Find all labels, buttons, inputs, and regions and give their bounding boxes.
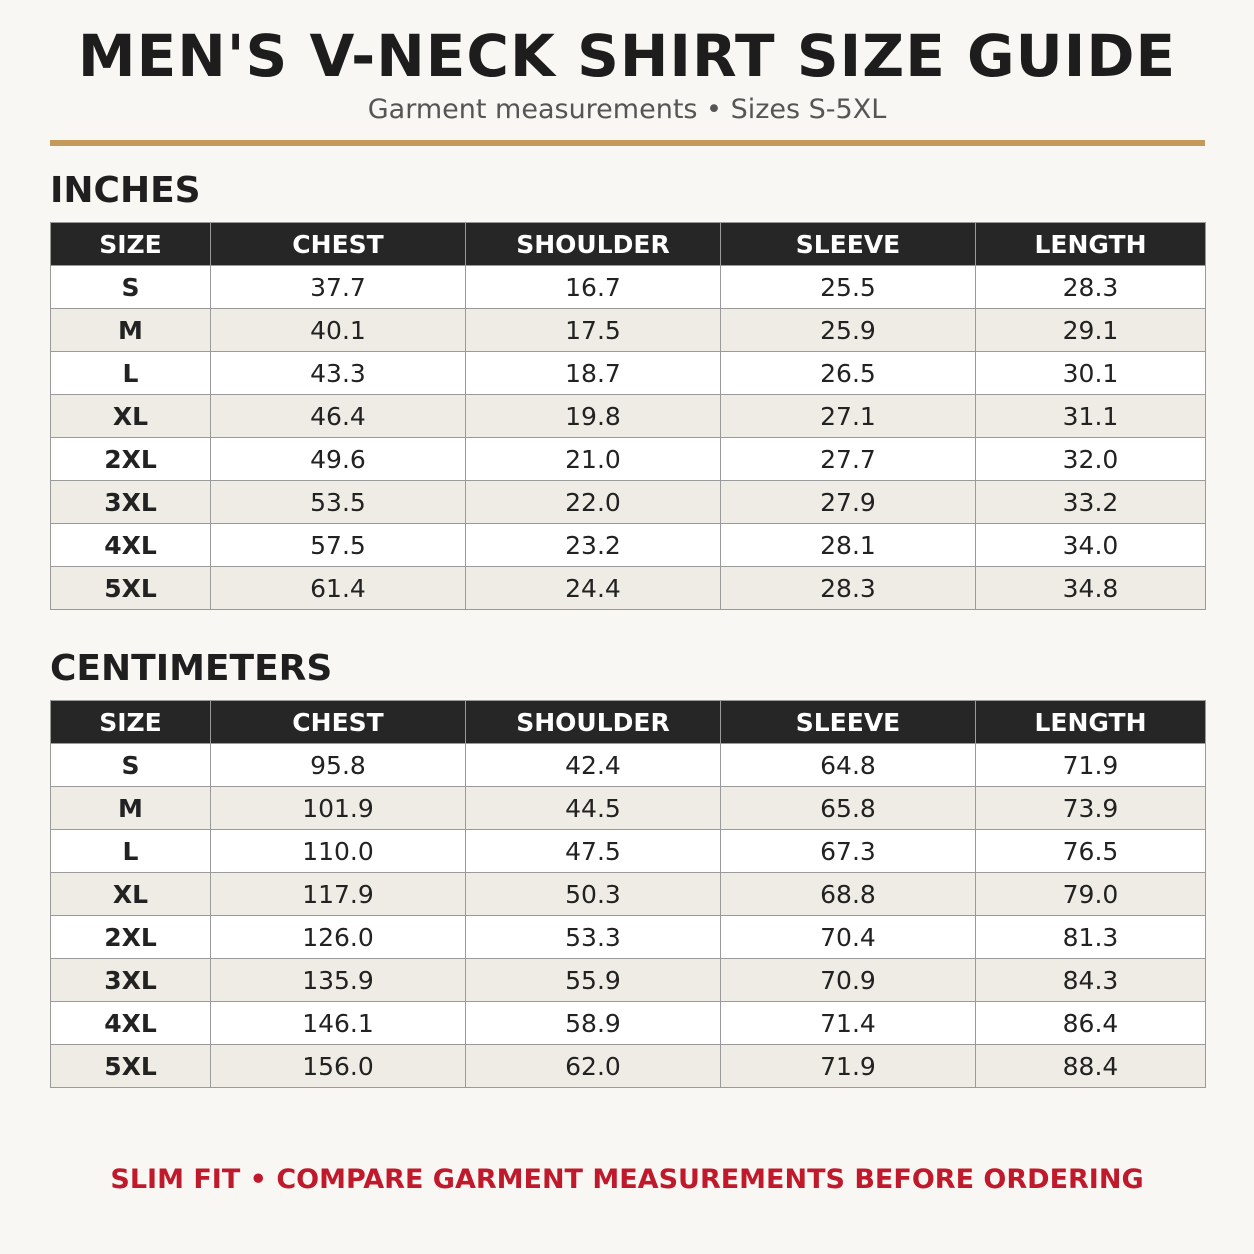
- measurement-cell-shoulder: 21.0: [466, 438, 721, 481]
- measurement-cell-chest: 101.9: [211, 787, 466, 830]
- page-title: MEN'S V-NECK SHIRT SIZE GUIDE: [77, 22, 1177, 90]
- column-header-shoulder: SHOULDER: [466, 223, 721, 266]
- table-header-row: [51, 223, 1206, 266]
- column-header-sleeve: SLEEVE: [721, 701, 976, 744]
- table-row: [51, 744, 1206, 787]
- measurement-cell-chest: 95.8: [211, 744, 466, 787]
- measurement-cell-length: 32.0: [976, 438, 1206, 481]
- table-row: [51, 830, 1206, 873]
- measurement-cell-chest: 126.0: [211, 916, 466, 959]
- size-cell: M: [51, 309, 211, 352]
- measurement-cell-chest: 37.7: [211, 266, 466, 309]
- measurement-cell-length: 30.1: [976, 352, 1206, 395]
- size-cell: 2XL: [51, 438, 211, 481]
- accent-divider: [50, 140, 1205, 146]
- measurement-cell-shoulder: 55.9: [466, 959, 721, 1002]
- table-row: [51, 959, 1206, 1002]
- column-header-size: SIZE: [51, 223, 211, 266]
- fit-note: SLIM FIT • COMPARE GARMENT MEASUREMENTS BEFORE ORDERING: [110, 1164, 1144, 1195]
- size-cell: 4XL: [51, 1002, 211, 1045]
- size-cell: 3XL: [51, 959, 211, 1002]
- measurement-cell-length: 34.0: [976, 524, 1206, 567]
- measurement-cell-length: 28.3: [976, 266, 1206, 309]
- measurement-cell-sleeve: 27.9: [721, 481, 976, 524]
- measurement-cell-chest: 117.9: [211, 873, 466, 916]
- measurement-cell-chest: 61.4: [211, 567, 466, 610]
- page-subtitle: Garment measurements • Sizes S-5XL: [367, 94, 887, 125]
- table-row: [51, 567, 1206, 610]
- table-row: [51, 524, 1206, 567]
- table-row: [51, 438, 1206, 481]
- size-cell: L: [51, 352, 211, 395]
- measurement-cell-chest: 110.0: [211, 830, 466, 873]
- measurement-cell-shoulder: 16.7: [466, 266, 721, 309]
- measurement-cell-sleeve: 68.8: [721, 873, 976, 916]
- table-row: [51, 481, 1206, 524]
- measurement-cell-shoulder: 47.5: [466, 830, 721, 873]
- measurement-cell-sleeve: 65.8: [721, 787, 976, 830]
- measurement-cell-sleeve: 71.9: [721, 1045, 976, 1088]
- measurement-cell-length: 79.0: [976, 873, 1206, 916]
- measurement-cell-sleeve: 27.1: [721, 395, 976, 438]
- measurement-cell-chest: 57.5: [211, 524, 466, 567]
- centimeters-table: [50, 700, 1206, 1088]
- measurement-cell-shoulder: 58.9: [466, 1002, 721, 1045]
- section-title-centimeters: CENTIMETERS: [50, 648, 333, 689]
- measurement-cell-chest: 49.6: [211, 438, 466, 481]
- measurement-cell-sleeve: 70.9: [721, 959, 976, 1002]
- size-cell: S: [51, 744, 211, 787]
- measurement-cell-length: 33.2: [976, 481, 1206, 524]
- measurement-cell-shoulder: 24.4: [466, 567, 721, 610]
- table-row: [51, 309, 1206, 352]
- size-cell: XL: [51, 395, 211, 438]
- measurement-cell-shoulder: 53.3: [466, 916, 721, 959]
- section-title-inches: INCHES: [50, 170, 201, 211]
- measurement-cell-sleeve: 71.4: [721, 1002, 976, 1045]
- column-header-length: LENGTH: [976, 223, 1206, 266]
- measurement-cell-shoulder: 44.5: [466, 787, 721, 830]
- table-row: [51, 1002, 1206, 1045]
- measurement-cell-sleeve: 28.3: [721, 567, 976, 610]
- size-cell: 4XL: [51, 524, 211, 567]
- measurement-cell-shoulder: 42.4: [466, 744, 721, 787]
- measurement-cell-sleeve: 25.5: [721, 266, 976, 309]
- column-header-chest: CHEST: [211, 701, 466, 744]
- measurement-cell-shoulder: 50.3: [466, 873, 721, 916]
- size-cell: L: [51, 830, 211, 873]
- table-row: [51, 352, 1206, 395]
- measurement-cell-chest: 53.5: [211, 481, 466, 524]
- table-row: [51, 873, 1206, 916]
- column-header-sleeve: SLEEVE: [721, 223, 976, 266]
- size-cell: 2XL: [51, 916, 211, 959]
- measurement-cell-chest: 43.3: [211, 352, 466, 395]
- size-cell: 3XL: [51, 481, 211, 524]
- measurement-cell-length: 81.3: [976, 916, 1206, 959]
- table-row: [51, 266, 1206, 309]
- measurement-cell-length: 76.5: [976, 830, 1206, 873]
- measurement-cell-sleeve: 70.4: [721, 916, 976, 959]
- measurement-cell-shoulder: 22.0: [466, 481, 721, 524]
- measurement-cell-chest: 46.4: [211, 395, 466, 438]
- measurement-cell-length: 86.4: [976, 1002, 1206, 1045]
- table-row: [51, 787, 1206, 830]
- column-header-size: SIZE: [51, 701, 211, 744]
- measurement-cell-length: 29.1: [976, 309, 1206, 352]
- table-row: [51, 916, 1206, 959]
- measurement-cell-sleeve: 27.7: [721, 438, 976, 481]
- measurement-cell-shoulder: 18.7: [466, 352, 721, 395]
- measurement-cell-shoulder: 19.8: [466, 395, 721, 438]
- measurement-cell-length: 73.9: [976, 787, 1206, 830]
- measurement-cell-length: 84.3: [976, 959, 1206, 1002]
- table-header-row: [51, 701, 1206, 744]
- measurement-cell-shoulder: 62.0: [466, 1045, 721, 1088]
- measurement-cell-length: 34.8: [976, 567, 1206, 610]
- measurement-cell-sleeve: 67.3: [721, 830, 976, 873]
- column-header-chest: CHEST: [211, 223, 466, 266]
- measurement-cell-sleeve: 64.8: [721, 744, 976, 787]
- table-row: [51, 395, 1206, 438]
- measurement-cell-chest: 156.0: [211, 1045, 466, 1088]
- size-cell: 5XL: [51, 1045, 211, 1088]
- column-header-shoulder: SHOULDER: [466, 701, 721, 744]
- measurement-cell-shoulder: 23.2: [466, 524, 721, 567]
- measurement-cell-sleeve: 26.5: [721, 352, 976, 395]
- column-header-length: LENGTH: [976, 701, 1206, 744]
- measurement-cell-sleeve: 28.1: [721, 524, 976, 567]
- size-cell: XL: [51, 873, 211, 916]
- measurement-cell-chest: 40.1: [211, 309, 466, 352]
- measurement-cell-chest: 135.9: [211, 959, 466, 1002]
- measurement-cell-length: 88.4: [976, 1045, 1206, 1088]
- measurement-cell-chest: 146.1: [211, 1002, 466, 1045]
- size-cell: 5XL: [51, 567, 211, 610]
- measurement-cell-length: 31.1: [976, 395, 1206, 438]
- measurement-cell-sleeve: 25.9: [721, 309, 976, 352]
- measurement-cell-length: 71.9: [976, 744, 1206, 787]
- size-cell: S: [51, 266, 211, 309]
- measurement-cell-shoulder: 17.5: [466, 309, 721, 352]
- size-cell: M: [51, 787, 211, 830]
- table-row: [51, 1045, 1206, 1088]
- inches-table: [50, 222, 1206, 610]
